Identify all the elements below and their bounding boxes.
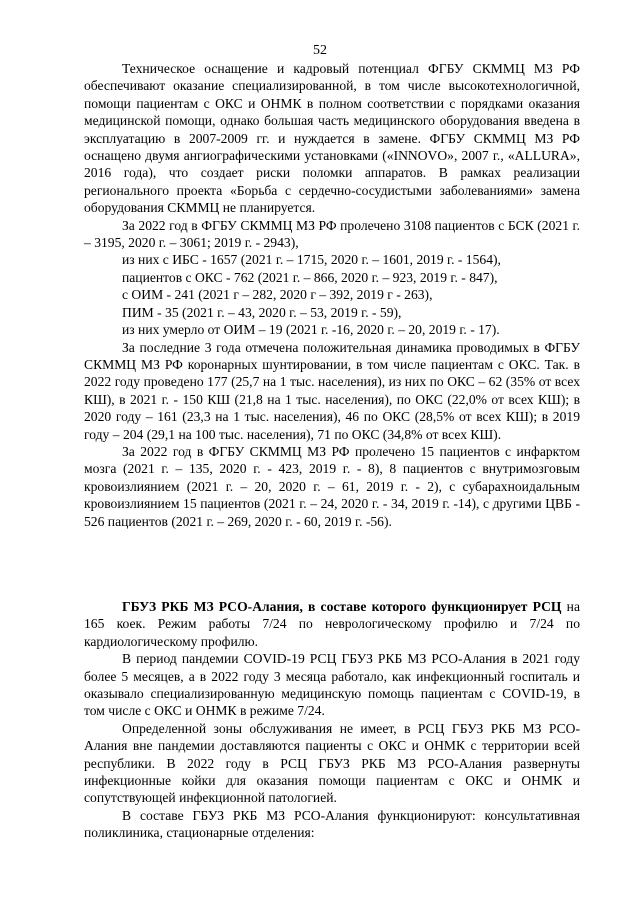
stats-line-pim: ПИМ - 35 (2021 г. – 43, 2020 г. – 53, 2019 г. - 59), [122,304,402,320]
page-number: 52 [313,43,327,58]
body-section-skmmc [84,60,580,530]
paragraph-equipment: Техническое оснащение и кадровый потенциал ФГБУ СКММЦ МЗ РФ обеспечивают оказание специализированной, в том числе высокотехнологичной, помощи пациентам с ОКС и ОНМК в полном соответствии с порядками оказания медицинской помощи, однако большая часть медицинского оборудования введена в эксплуатацию в 2007-2009 гг. и нуждается в замене. ФГБУ СКММЦ МЗ РФ оснащено двумя ангиографическими установками («INNOVO», 2007 г., «ALLURA», 2016 года), что создает риски поломки аппаратов. В рамках реализации регионального проекта «Борьба с сердечно-сосудистыми заболеваниями» замена оборудования СКММЦ не планируется. [84,61,580,216]
stats-line-oks: пациентов с ОКС - 762 (2021 г. – 866, 2020 г. – 923, 2019 г. - 847), [122,269,498,285]
paragraph-structure: В составе ГБУЗ РКБ МЗ РСО-Алания функционируют: консультативная поликлиника, стационарные отделения: [84,807,580,841]
paragraph-service-zone: Определенной зоны обслуживания не имеет, в РСЦ ГБУЗ РКБ МЗ РСО-Алания вне пандемии доставляются пациенты с ОКС и ОНМК с территории всей республики. В 2022 году в РСЦ ГБУЗ РКБ МЗ РСО-Алания развернуты инфекционные койки для оказания помощи пациентам с ОКС и ОНМК и сопутствующей инфекционной патологией. [84,720,580,806]
stats-line-oim: с ОИМ - 241 (2021 г – 282, 2020 г – 392, 2019 г - 263), [122,287,433,303]
paragraph-stroke: За 2022 год в ФГБУ СКММЦ МЗ РФ пролечено 15 пациентов с инфарктом мозга (2021 г. – 135, 2020 г. - 423, 2019 г. - 8), 8 пациентов с внутримозговым кровоизлиянием (2021 г. – 20, 2020 г. – 61, 2019 г. - 2), с субарахноидальным кровоизлиянием 15 пациентов (2021 г. – 24, 2020 г. - 34, 2019 г. -14), с другими ЦВБ - 526 пациентов (2021 г. – 269, 2020 г. - 60, 2019 г. -56). [84,443,580,529]
body-section-rkb [84,598,580,842]
paragraph-covid: В период пандемии COVID-19 РСЦ ГБУЗ РКБ МЗ РСО-Алания в 2021 году более 5 месяцев, а в 2022 году 3 месяца работало, как инфекционный госпиталь и оказывало специализированную медицинскую помощь пациентам с COVID-19, в том числе с ОКС и ОНМК в режиме 7/24. [84,651,580,719]
paragraph-cabg: За последние 3 года отмечена положительная динамика проводимых в ФГБУ СКММЦ МЗ РФ коронарных шунтировании, в том числе пациентам с ОКС. Так. в 2022 году проведено 177 (25,7 на 1 тыс. населения), из них по ОКС – 62 (35% от всех КШ), в 2021 г. - 150 КШ (21,8 на 1 тыс. населения), по ОКС (22,0% от всех КШ); в 2020 году – 161 (23,3 на 1 тыс. населения), 46 по ОКС (28,5% от всех КШ); в 2019 году – 204 (29,1 на 100 тыс. населения), 71 по ОКС (34,8% от всех КШ). [84,339,580,442]
stats-line-ibs: из них с ИБС - 1657 (2021 г. – 1715, 2020 г. – 1601, 2019 г. - 1564), [122,252,501,268]
rkb-heading-rest: на 165 коек. Режим работы 7/24 по неврологическому профилю и 7/24 по кардиологическому профилю. [84,599,580,649]
stats-line-deaths: из них умерло от ОИМ – 19 (2021 г. -16, 2020 г. – 20, 2019 г. - 17). [122,322,500,338]
rkb-heading: ГБУЗ РКБ МЗ РСО-Алания, в составе которого функционирует РСЦ [122,599,562,614]
paragraph-bsk-total: За 2022 год в ФГБУ СКММЦ МЗ РФ пролечено 3108 пациентов с БСК (2021 г. – 3195, 2020 г. – 3061; 2019 г. - 2943), [84,217,580,251]
paragraph-rkb-intro [84,598,580,650]
